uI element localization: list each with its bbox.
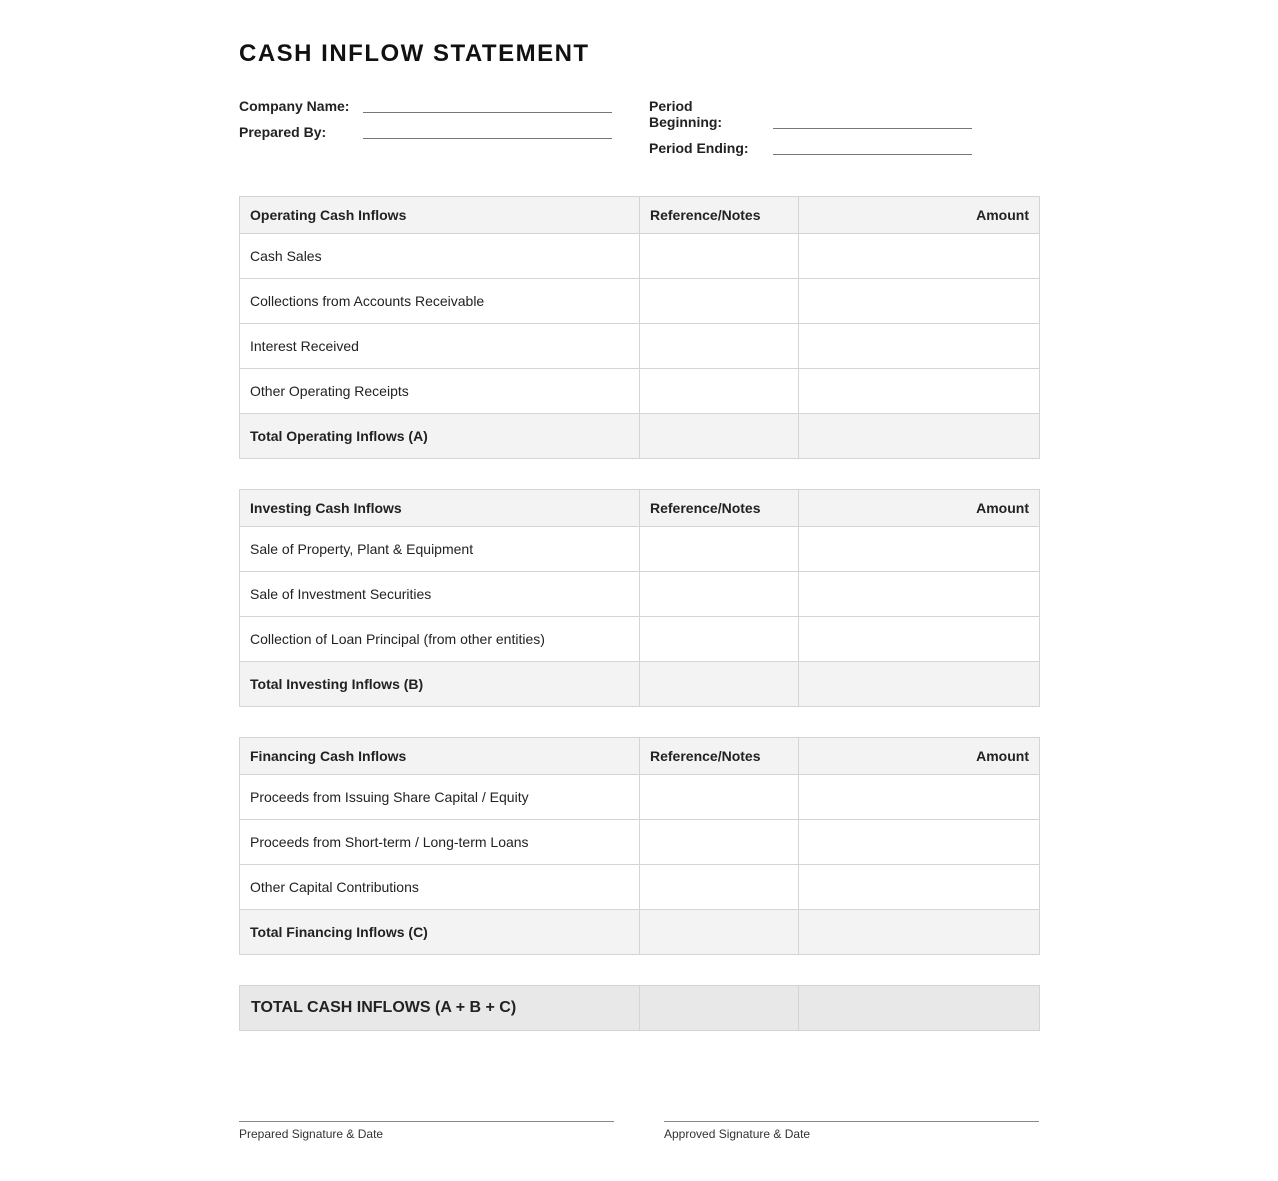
grand-total-label: TOTAL CASH INFLOWS (A + B + C) [240, 986, 640, 1031]
amount-cell[interactable] [799, 662, 1040, 707]
prepared-signature-line[interactable] [239, 1121, 614, 1122]
amount-cell[interactable] [799, 527, 1040, 572]
notes-cell[interactable] [640, 865, 799, 910]
total-label: Total Investing Inflows (B) [240, 662, 640, 707]
prepared-signature-label: Prepared Signature & Date [239, 1127, 384, 1141]
amount-cell[interactable] [799, 865, 1040, 910]
row-label: Collection of Loan Principal (from other entities) [240, 617, 640, 662]
row-label: Proceeds from Issuing Share Capital / Equity [240, 775, 640, 820]
amount-cell[interactable] [799, 324, 1040, 369]
amount-cell[interactable] [799, 910, 1040, 955]
total-row [240, 662, 1040, 707]
notes-cell[interactable] [640, 279, 799, 324]
table-row [240, 775, 1040, 820]
prepared-by-field[interactable] [363, 138, 612, 139]
investing-inflows-table [239, 489, 1040, 707]
notes-cell[interactable] [640, 369, 799, 414]
table-header-row [240, 197, 1040, 234]
company-name-label: Company Name: [239, 98, 350, 114]
section-heading: Operating Cash Inflows [240, 197, 640, 234]
approved-signature-line[interactable] [664, 1121, 1039, 1122]
notes-cell[interactable] [640, 234, 799, 279]
period-ending-field[interactable] [773, 154, 972, 155]
notes-column-header: Reference/Notes [640, 197, 799, 234]
amount-cell[interactable] [799, 820, 1040, 865]
total-label: Total Operating Inflows (A) [240, 414, 640, 459]
operating-inflows-table [239, 196, 1040, 459]
table-row [240, 572, 1040, 617]
notes-column-header: Reference/Notes [640, 738, 799, 775]
row-label: Collections from Accounts Receivable [240, 279, 640, 324]
amount-cell[interactable] [799, 279, 1040, 324]
grand-total-amount-cell[interactable] [799, 986, 1040, 1031]
notes-cell[interactable] [640, 662, 799, 707]
amount-cell[interactable] [799, 414, 1040, 459]
row-label: Other Operating Receipts [240, 369, 640, 414]
table-row [240, 865, 1040, 910]
notes-cell[interactable] [640, 910, 799, 955]
grand-total-notes-cell[interactable] [640, 986, 799, 1031]
row-label: Sale of Property, Plant & Equipment [240, 527, 640, 572]
section-heading: Investing Cash Inflows [240, 490, 640, 527]
table-row [240, 234, 1040, 279]
table-row [240, 369, 1040, 414]
row-label: Other Capital Contributions [240, 865, 640, 910]
amount-column-header: Amount [799, 738, 1040, 775]
notes-cell[interactable] [640, 617, 799, 662]
notes-cell[interactable] [640, 775, 799, 820]
table-row [240, 279, 1040, 324]
period-ending-label: Period Ending: [649, 140, 749, 156]
amount-cell[interactable] [799, 775, 1040, 820]
total-label: Total Financing Inflows (C) [240, 910, 640, 955]
company-name-field[interactable] [363, 112, 612, 113]
period-beginning-label [649, 98, 722, 130]
amount-cell[interactable] [799, 572, 1040, 617]
grand-total-table [239, 985, 1040, 1031]
table-header-row [240, 738, 1040, 775]
table-row [240, 324, 1040, 369]
amount-cell[interactable] [799, 234, 1040, 279]
prepared-by-label: Prepared By: [239, 124, 327, 140]
table-row [240, 820, 1040, 865]
table-header-row [240, 490, 1040, 527]
notes-cell[interactable] [640, 820, 799, 865]
amount-cell[interactable] [799, 369, 1040, 414]
period-beginning-field[interactable] [773, 128, 972, 129]
grand-total-row [240, 986, 1040, 1031]
total-row [240, 910, 1040, 955]
amount-column-header: Amount [799, 197, 1040, 234]
row-label: Proceeds from Short-term / Long-term Loans [240, 820, 640, 865]
document-title: CASH INFLOW STATEMENT [239, 40, 590, 67]
notes-column-header: Reference/Notes [640, 490, 799, 527]
table-row [240, 527, 1040, 572]
period-beginning-label-line1: Period [649, 98, 693, 114]
period-beginning-label-line2: Beginning: [649, 114, 723, 130]
amount-column-header: Amount [799, 490, 1040, 527]
approved-signature-label: Approved Signature & Date [664, 1127, 811, 1141]
amount-cell[interactable] [799, 617, 1040, 662]
row-label: Cash Sales [240, 234, 640, 279]
row-label: Interest Received [240, 324, 640, 369]
notes-cell[interactable] [640, 572, 799, 617]
notes-cell[interactable] [640, 324, 799, 369]
row-label: Sale of Investment Securities [240, 572, 640, 617]
notes-cell[interactable] [640, 527, 799, 572]
financing-inflows-table [239, 737, 1040, 955]
notes-cell[interactable] [640, 414, 799, 459]
table-row [240, 617, 1040, 662]
section-heading: Financing Cash Inflows [240, 738, 640, 775]
total-row [240, 414, 1040, 459]
